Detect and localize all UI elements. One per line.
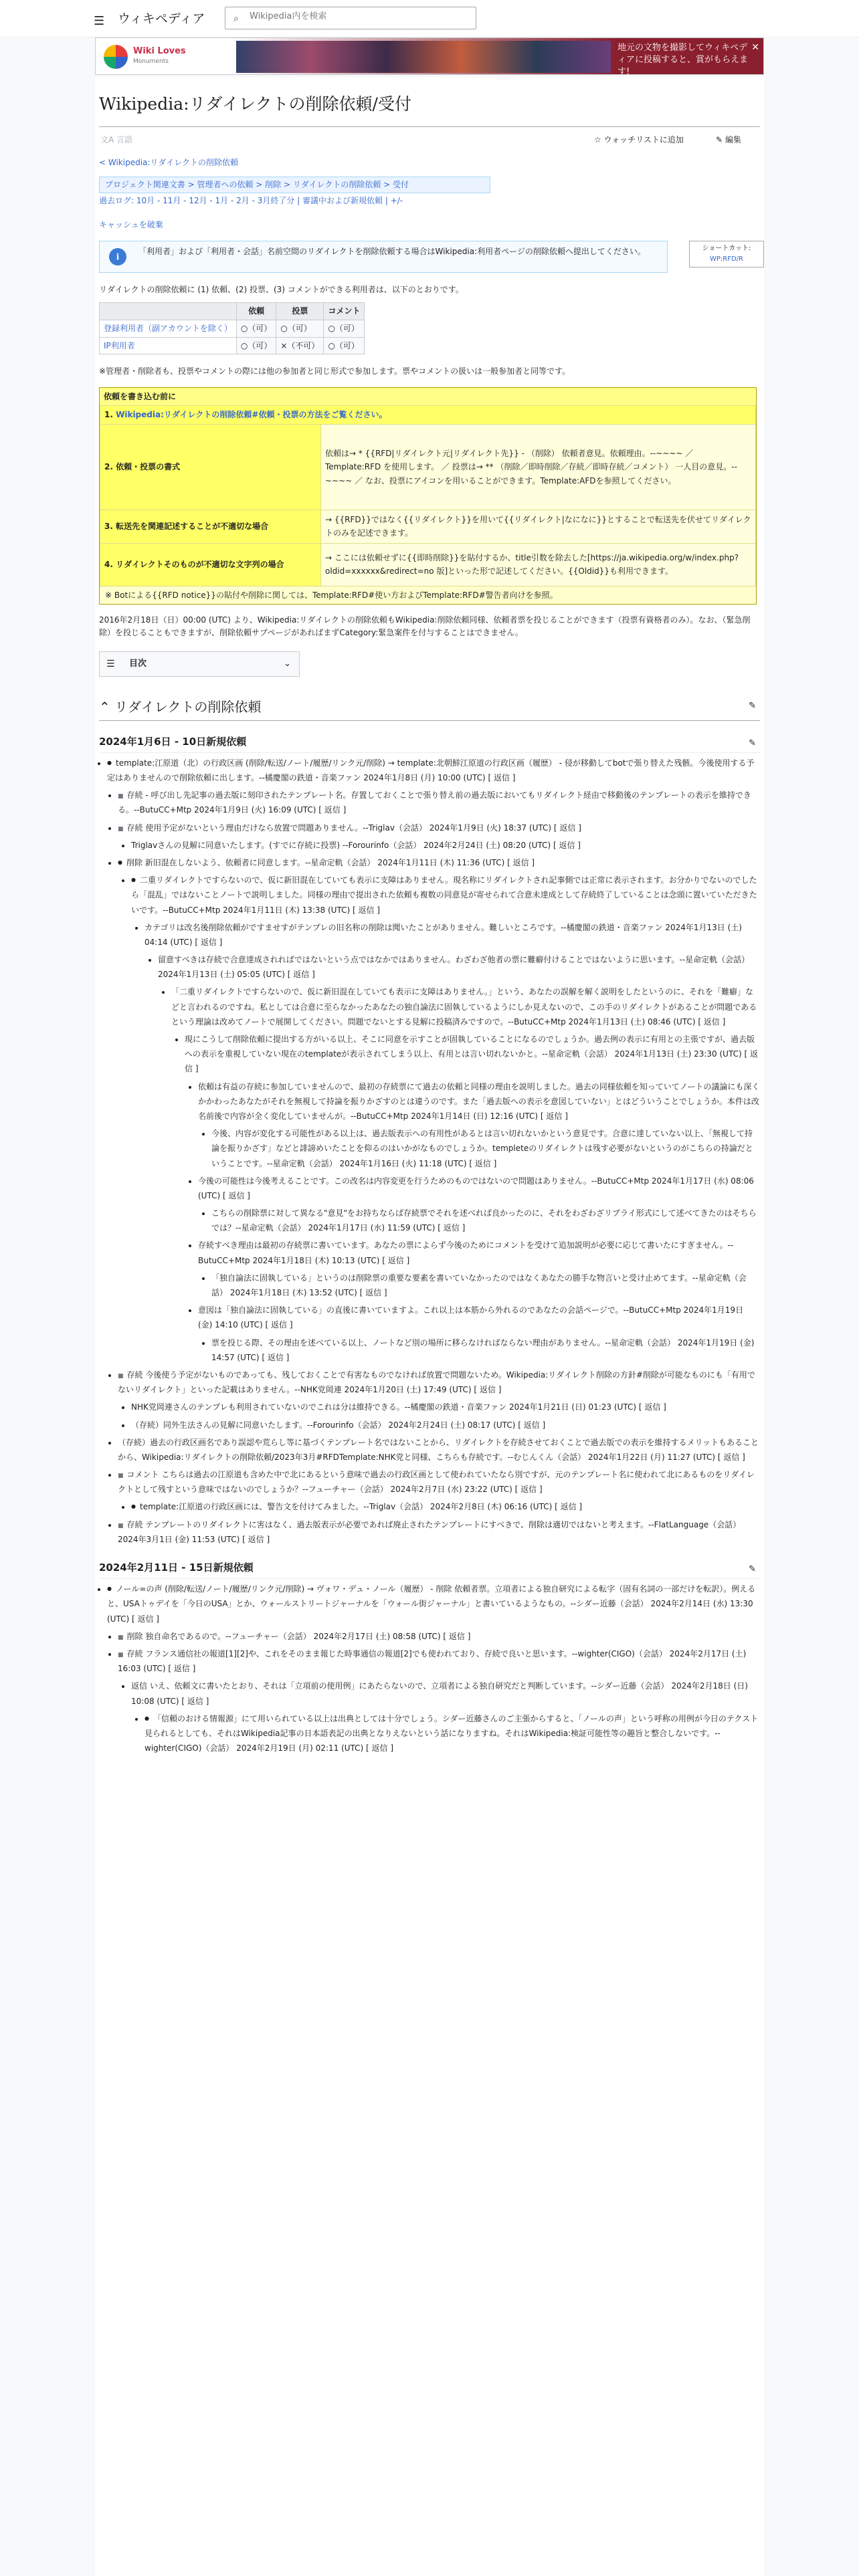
comment-item: • 票を投じる際、その理由を述べている以上、ノートなど別の場所に移らなければならない理由がありません。--星命定軌（会話） 2024年1月19日 (金) 14:57 (UTC) [ 返信 ]: [211, 1335, 760, 1365]
threads: [99, 734, 760, 1756]
purge-link[interactable]: キャッシュを破棄: [99, 220, 163, 230]
banner-text: 地元の文物を撮影してウィキペディアに投稿すると、賞がもらえます!: [617, 43, 749, 78]
campaign-banner[interactable]: [95, 37, 764, 78]
thread-heading: 2024年1月6日 - 10日新規依頼 ✎: [99, 734, 760, 753]
comment-item: ■ • コメント こちらは過去の江原道も含めた中で北にあるという意味で過去の行政区画として使われていたなら別ですが、元のテンプレート名に使われて北にあるものをリダイレクトとして残すという意味ではないのでしょうか？--フューチャー（会話） 2024年2月7日 (水) 23:22 (UTC) [ 返信 ]: [118, 1467, 760, 1497]
chevron-down-icon: ⌄: [284, 658, 291, 669]
comment-item: ● • ノール=の声 (削除/転送/ノート/履歴/リンク元/削除) → ヴォワ・デュ・ノール（履歴） - 削除 依頼者票。立項者による独自研究による転字（固有名詞の一部だけを転訳）。例えると、USAトゥデイを「今日のUSA」とか、ウォールストリートジャーナルを「ウォール街ジャーナル」と書いているようなもの。--シダー近藤（会話） 2024年2月14日 (水) 13:30 (UTC) [ 返信 ]: [107, 1582, 760, 1626]
admin-note: ※管理者・削除者も、投票やコメントの際には他の参加者と同じ形式で参加します。票やコメントの扱いは一般参加者と同等です。: [99, 366, 571, 377]
shortcut-box: ショートカット: WP:RFD/R: [689, 241, 764, 267]
toc-button[interactable]: ☰ 目次 ⌄: [99, 651, 300, 677]
comment-item: • Triglavさんの見解に同意いたします。(すでに存続に投票) --Forourinfo（会話） 2024年2月24日 (土) 08:20 (UTC) [ 返信 ]: [131, 838, 760, 853]
banner-images: [236, 41, 611, 73]
comment-item: • 依頼は有益の存続に参加していませんので、最初の存続票にて過去の依頼と同様の理由を説明しました。過去の同様依頼を知っていてノートの議論にも深くかかわったあなたがそれを無視して持論を振りかざすのとは違うのです。また「過去版への表示を意図していない」とはどういうことでしょうか。本件は改名前後で内容が全く変化していませんが。--ButuCC+Mtp 2024年1月14日 (日) 12:16 (UTC) [ 返信 ]: [198, 1079, 760, 1124]
shortcut-link[interactable]: WP:RFD/R: [709, 255, 743, 263]
comment-item: ■ • 存続 テンプレートのリダイレクトに害はなく、過去版表示が必要であれば廃止されたテンプレートにすべきで、削除は適切ではないと考えます。--FlatLanguage（会話） 2024年3月1日 (金) 11:53 (UTC) [ 返信 ]: [118, 1517, 760, 1547]
nav-box[interactable]: プロジェクト関連文書 > 管理者への依頼 > 削除 > リダイレクトの削除依頼 > 受付: [99, 177, 490, 193]
edit-icon[interactable]: ✎: [749, 700, 756, 711]
thread-list: [99, 756, 760, 1547]
toc-icon: ☰: [106, 658, 115, 669]
permission-table: 依頼 投票 コメント 登録利用者（副アカウントを除く） ○（可） ○（可） ○（可） IP利用者 ○（可） ×（不可） ○（可）: [99, 302, 365, 354]
comment-item: ■ • 存続 今後使う予定がないものであっても、残しておくことで有害なものでなければ放置で問題ないため。Wikipedia:リダイレクト削除の方針#削除が可能なものにも「有用でないリダイレクト」といった記載はありません。--NHK党岡連 2024年1月20日 (土) 17:49 (UTC) [ 返信 ]: [118, 1368, 760, 1397]
info-notice: i 「利用者」および「利用者・会話」名前空間のリダイレクトを削除依頼する場合はWikipedia:利用者ページの削除依頼へ提出してください。: [99, 241, 668, 273]
comment-item: ● • 削除 新旧混在しないよう、依頼者に同意します。--星命定軌（会話） 2024年1月11日 (木) 11:36 (UTC) [ 返信 ]: [118, 855, 760, 870]
guide-box: 依頼を書き込む前に 1. Wikipedia:リダイレクトの削除依頼#依頼・投票の方法をご覧ください。 2. 依頼・投票の書式 依頼は→ * {{RFD|リダイレクト元|リダイレクト先}} - （削除） 依頼者意見。依頼理由。--~~~~ ／ Template:RFD を使用します。 ／ 投票は→ ** （削除／即時削除／存続／即時存続／コメント） 一人目の意見。--~~~~ ／ なお、投票にアイコンを用いることができます。Template:AFDを参照してください。 3. 転送先を関連記述することが不適切な場合 → {{RFD}}ではなく{{リダイレクト}}を用いて{{リダイレクト|なになに}}とすることで転送先を伏せてリダイレクトのみを記述できます。 4. リダイレクトそのものが不適切な文字列の場合 → ここには依頼せずに{{即時削除}}を貼付するか、title引数を除去した[https://ja.wikipedia.org/w/index.php?oldid=xxxxxx&redirect=no 版]といった形で記述してください。{{Oldid}}も利用できます。 ※ Botによる{{RFD notice}}の貼付や削除に関しては、Template:RFD#使い方およびTemplate:RFD#警告者向けを参照。: [99, 387, 757, 605]
comment-item: ● • 二重リダイレクトですらないので、仮に新旧混在していても表示に支障はありません。現名称にリダイレクトされ記事側では正常に表示されます。お分かりでないのでしたら「混乱」ではないことノートで説明しました。同様の理由で提出された依頼も複数の同意見が寄せられて合意未達成として存続終了していることは念頭に置いていただきたいです。--ButuCC+Mtp 2024年1月11日 (木) 13:38 (UTC) [ 返信 ]: [131, 873, 760, 918]
info-icon: i: [109, 248, 126, 265]
breadcrumb[interactable]: < Wikipedia:リダイレクトの削除依頼: [99, 157, 238, 167]
intro-text: リダイレクトの削除依頼に (1) 依頼、(2) 投票、(3) コメントができる利用者は、以下のとおりです。: [99, 284, 464, 294]
comment-item: • 「二重リダイレクトですらないので、仮に新旧混在していても表示に支障はありません。」という、あなたの誤解を解く説明をしたというのに、それを「難癖」などと言われるのですね。私としては合意に至らなかったあなたの独自論法に固執しているようにしか見えないので、この手のリダイレクトがあることが問題であるという理論は改めてノートで展開してください。問題でないとする見解に投稿済みですので。--ButuCC+Mtp 2024年1月13日 (土) 08:46 (UTC) [ 返信 ]: [171, 984, 760, 1029]
comment-item: • （存続）過去の行政区画名であり誤認や荒らし等に基づくテンプレート名ではないことから、リダイレクトを存続させておくことで過去版での表示を維持するメリットもあることから、Wikipedia:リダイレクトの削除依頼/2023年3月#RFDTemplate:NHK党と同様、こちらも存続です。--むじんくん（会話） 2024年1月22日 (月) 11:27 (UTC) [ 返信 ]: [118, 1435, 760, 1465]
comment-item: • 意図は「独自論法に固執している」の直後に書いていますよ。これ以上は本筋から外れるのであなたの会話ページで。--ButuCC+Mtp 2024年1月19日 (金) 14:10 (UTC) [ 返信 ]: [198, 1303, 760, 1332]
edit-icon[interactable]: ✎: [749, 738, 756, 748]
comment-item: • 返信 いえ、依頼文に書いたとおり、それは「立項前の使用例」にあたらないので、立項者による独自研究だと判断しています。--シダー近藤（会話） 2024年2月18日 (日) 10:08 (UTC) [ 返信 ]: [131, 1679, 760, 1708]
section-heading: ⌃ リダイレクトの削除依頼 ✎: [99, 697, 760, 721]
comment-item: • NHK党岡連さんのテンプレも利用されていないのでこれは分は維持できる。--橘慶閣の鉄道・音楽ファン 2024年1月21日 (日) 01:23 (UTC) [ 返信 ]: [131, 1400, 760, 1414]
comment-item: • （存続）同外生法さんの見解に同意いたします。--Forourinfo（会話） 2024年2月24日 (土) 08:17 (UTC) [ 返信 ]: [131, 1418, 760, 1432]
top-bar: [0, 0, 859, 37]
comment-item: ● • template:江原道（北）の行政区画 (削除/転送/ノート/履歴/リンク元/削除) → template:北朝鮮江原道の行政区画（履歴） - 侵が移動してbotで張り替えた残骸。今後使用する予定はありませんので削除依頼に出します。--橘慶閣の鉄道・音楽ファン 2024年1月8日 (月) 10:00 (UTC) [ 返信 ]: [107, 756, 760, 785]
comment-item: • 存続すべき理由は最初の存続票に書いています。あなたの票によらず今後のためにコメントを受けて追加説明が必要に応じて書いたにすぎません。--ButuCC+Mtp 2024年1月18日 (木) 10:13 (UTC) [ 返信 ]: [198, 1238, 760, 1267]
hamburger-icon[interactable]: ☰: [94, 14, 105, 28]
comment-item: ● • 「信頼のおける情報源」にて用いられている以上は出典としては十分でしょう。シダー近藤さんのご主張からすると、「ノールの声」という呼称の用例が今日のテクスト見られるとしても、それはWikipedia記事の日本語表記の出典となりえないという話になりますね。それはWikipedia:検証可能性等の趣旨と整合しないです。--wighter(CIGO)（会話） 2024年2月19日 (月) 02:11 (UTC) [ 返信 ]: [145, 1711, 760, 1756]
page-title: Wikipedia:リダイレクトの削除依頼/受付: [99, 94, 760, 127]
comment-item: • 現にこうして削除依頼に提出する方がいる以上、そこに同意を示すことが固執していることになるのでしょうか。過去例の表示に有用との主張ですが、過去版への表示を重視していない現在のtemplateが表示されてしまう以上、有用とは言い切れないかと。--星命定軌（会話） 2024年1月13日 (土) 23:30 (UTC) [ 返信 ]: [185, 1032, 760, 1077]
comment-item: • 今後、内容が変化する可能性がある以上は、過去版表示への有用性があるとは言い切れないかという意見です。合意に達していない以上、「無視して持論を振りかざす」などと誹謗めいたことを仰るのはいかがなものでしょうか。templeteのリダイレクトは残す必要がないというのがこちらの持論だということです。--星命定軌（会話） 2024年1月16日 (火) 11:18 (UTC) [ 返信 ]: [211, 1126, 760, 1171]
comment-item: ● • template:江原道の行政区画には、警告文を付けてみました。--Triglav（会話） 2024年2月8日 (木) 06:16 (UTC) [ 返信 ]: [131, 1499, 760, 1514]
comment-item: • こちらの削除票に対して異なる"意見"をお持ちならば存続票でそれを述べれば良かったのに、それをわざわざリプライ形式にして述べてきたのはそちらでは？--星命定軌（会話） 2024年1月17日 (水) 11:59 (UTC) [ 返信 ]: [211, 1206, 760, 1235]
date-note: 2016年2月18日（日）00:00 (UTC) より、Wikipedia:リダイレクトの削除依頼もWikipedia:削除依頼同様、依頼者票を投じることができます（投票有資格者のみ）。なお、（緊急削除）を投じることもできますが、削除依頼サブページがあればまずCategory:緊急案件を付与することはできません。: [99, 615, 751, 637]
language-button[interactable]: 文A 言語: [100, 134, 133, 144]
comment-item: • カテゴリは改名後削除依頼がですませすがテンプレの旧名称の削除は聞いたことがありません。難しいところです。--橘慶閣の鉄道・音楽ファン 2024年1月13日 (土) 04:14 (UTC) [ 返信 ]: [145, 920, 760, 950]
edit-icon[interactable]: ✎: [749, 1564, 756, 1575]
comment-item: • 留意すべきは存続で合意達成されればではないという点ではなかではありません。わざわざ他者の票に難癖付けることではないように思います。--星命定軌（会話） 2024年1月13日 (土) 05:05 (UTC) [ 返信 ]: [158, 952, 760, 982]
banner-logo: Wiki Loves Monuments: [98, 41, 232, 73]
comment-item: • 今後の可能性は今後考えることです。この改名は内容変更を行うためのものではないので問題はありません。--ButuCC+Mtp 2024年1月17日 (水) 08:06 (UTC) [ 返信 ]: [198, 1174, 760, 1203]
comment-item: ■ • 存続 - 呼び出し先記事の過去版に刻印されたテンプレート名。存置しておくことで張り替え前の過去版においてもリダイレクト経由で移動後のテンプレートの表示を維持できる。--ButuCC+Mtp 2024年1月9日 (火) 16:09 (UTC) [ 返信 ]: [118, 788, 760, 817]
comment-item: ■ • 存続 使用予定がないという理由だけなら放置で問題ありません。--Triglav（会話） 2024年1月9日 (火) 18:37 (UTC) [ 返信 ]: [118, 821, 760, 835]
comment-item: • 「独自論法に固執している」というのは削除票の重要な要素を書いていなかったのではなくあなたの勝手な物言いと受け止めてます。--星命定軌（会話） 2024年1月18日 (木) 13:52 (UTC) [ 返信 ]: [211, 1271, 760, 1300]
archive-links[interactable]: 過去ログ: 10月 - 11月 - 12月 - 1月 - 2月 - 3月終了分 | 審議中および新規依頼 | +/-: [99, 195, 403, 205]
search-icon: ⌕: [233, 13, 239, 24]
comment-item: ■ • 削除 独自命名であるので。--フューチャー（会話） 2024年2月17日 (土) 08:58 (UTC) [ 返信 ]: [118, 1629, 760, 1644]
comment-item: ■ • 存続 フランス通信社の報道[1][2]や、これをそのまま報じた時事通信の報道[2]でも使われており、存続で良いと思います。--wighter(CIGO)（会話） 2024年2月17日 (土) 16:03 (UTC) [ 返信 ]: [118, 1646, 760, 1676]
search-input[interactable]: [250, 11, 464, 21]
close-icon[interactable]: ✕: [751, 42, 759, 53]
watch-button[interactable]: ☆ ウォッチリストに追加: [594, 134, 684, 144]
search-box[interactable]: [225, 7, 476, 29]
page-actions: [99, 127, 760, 154]
thread-heading: 2024年2月11日 - 15日新規依頼 ✎: [99, 1560, 760, 1579]
thread-list: [99, 1582, 760, 1755]
site-logo[interactable]: ウィキペディア: [118, 11, 205, 26]
edit-button[interactable]: ✎ 編集: [716, 134, 741, 144]
main-content: [95, 78, 764, 2576]
